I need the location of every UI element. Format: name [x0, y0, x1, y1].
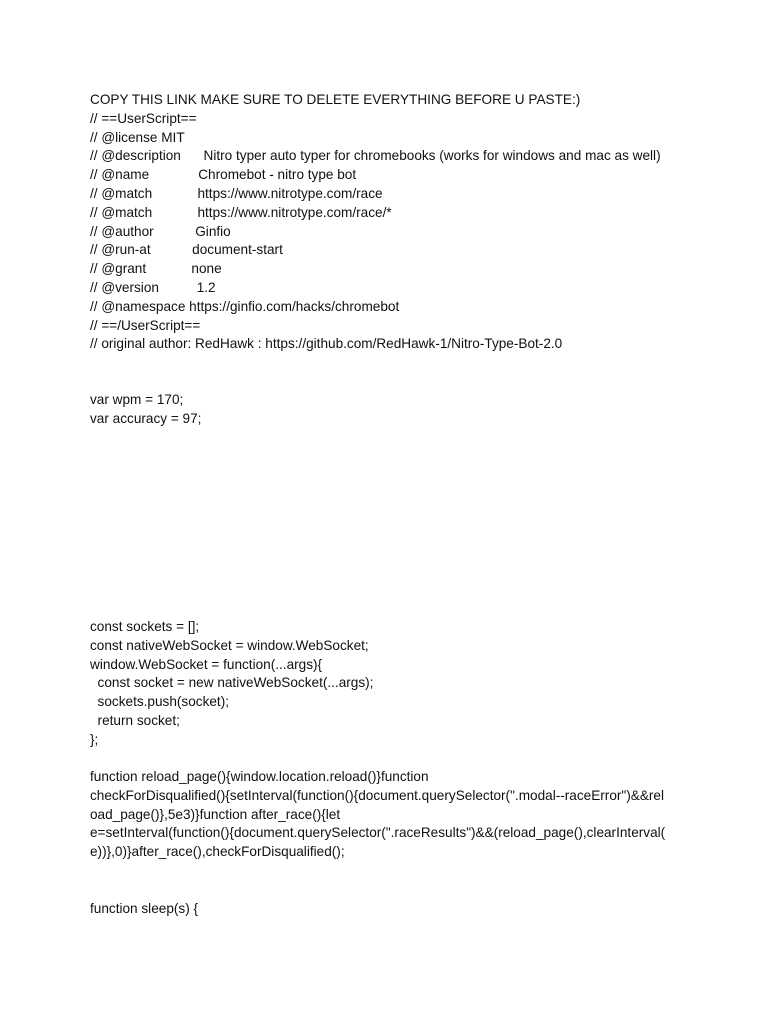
license-line: // @license MIT [90, 129, 185, 145]
wpm-line: var wpm = 170; [90, 392, 184, 407]
description-line: // @description Nitro typer auto typer for chromebooks (works for windows and mac as well) [90, 148, 661, 164]
userscript-open-line: // ==UserScript== [90, 110, 197, 126]
variables-block [90, 391, 690, 429]
code-line: const sockets = []; [90, 619, 200, 634]
code-line: e=setInterval(function(){document.querySelector(".raceResults")&&(reload_page(),clearInterval( [90, 825, 666, 841]
code-line: function reload_page(){window.location.reload()}function [90, 769, 429, 784]
functions-code-block [90, 768, 690, 862]
code-line: sockets.push(socket); [90, 694, 230, 710]
code-line: const nativeWebSocket = window.WebSocket; [90, 637, 369, 653]
version-line: // @version 1.2 [90, 279, 216, 295]
original-author-line: // original author: RedHawk : https://github.com/RedHawk-1/Nitro-Type-Bot-2.0 [90, 336, 563, 352]
code-line: function sleep(s) { [90, 901, 199, 916]
match-line: // @match https://www.nitrotype.com/race [90, 185, 383, 201]
code-line: return socket; [90, 712, 180, 728]
code-line: checkForDisqualified(){setInterval(function(){document.querySelector(".modal--raceError")&&rel [90, 787, 665, 803]
accuracy-line: var accuracy = 97; [90, 410, 202, 426]
code-line: oad_page()},5e3)}function after_race(){let [90, 806, 341, 822]
sleep-function-block [90, 900, 690, 919]
match-line: // @match https://www.nitrotype.com/race/* [90, 204, 392, 220]
code-line: const socket = new nativeWebSocket(...args); [90, 675, 374, 691]
run-at-line: // @run-at document-start [90, 242, 283, 258]
instruction-line: COPY THIS LINK MAKE SURE TO DELETE EVERYTHING BEFORE U PASTE:) [90, 92, 581, 107]
code-line: e))},0)}after_race(),checkForDisqualified(); [90, 844, 345, 860]
code-line: }; [90, 731, 99, 747]
name-line: // @name Chromebot - nitro type bot [90, 167, 357, 183]
websocket-code-block [90, 618, 690, 750]
code-line: window.WebSocket = function(...args){ [90, 656, 323, 672]
userscript-close-line: // ==/UserScript== [90, 317, 201, 333]
namespace-line: // @namespace https://ginfio.com/hacks/chromebot [90, 298, 400, 314]
grant-line: // @grant none [90, 261, 222, 277]
author-line: // @author Ginfio [90, 223, 231, 239]
userscript-header-block [90, 91, 690, 354]
